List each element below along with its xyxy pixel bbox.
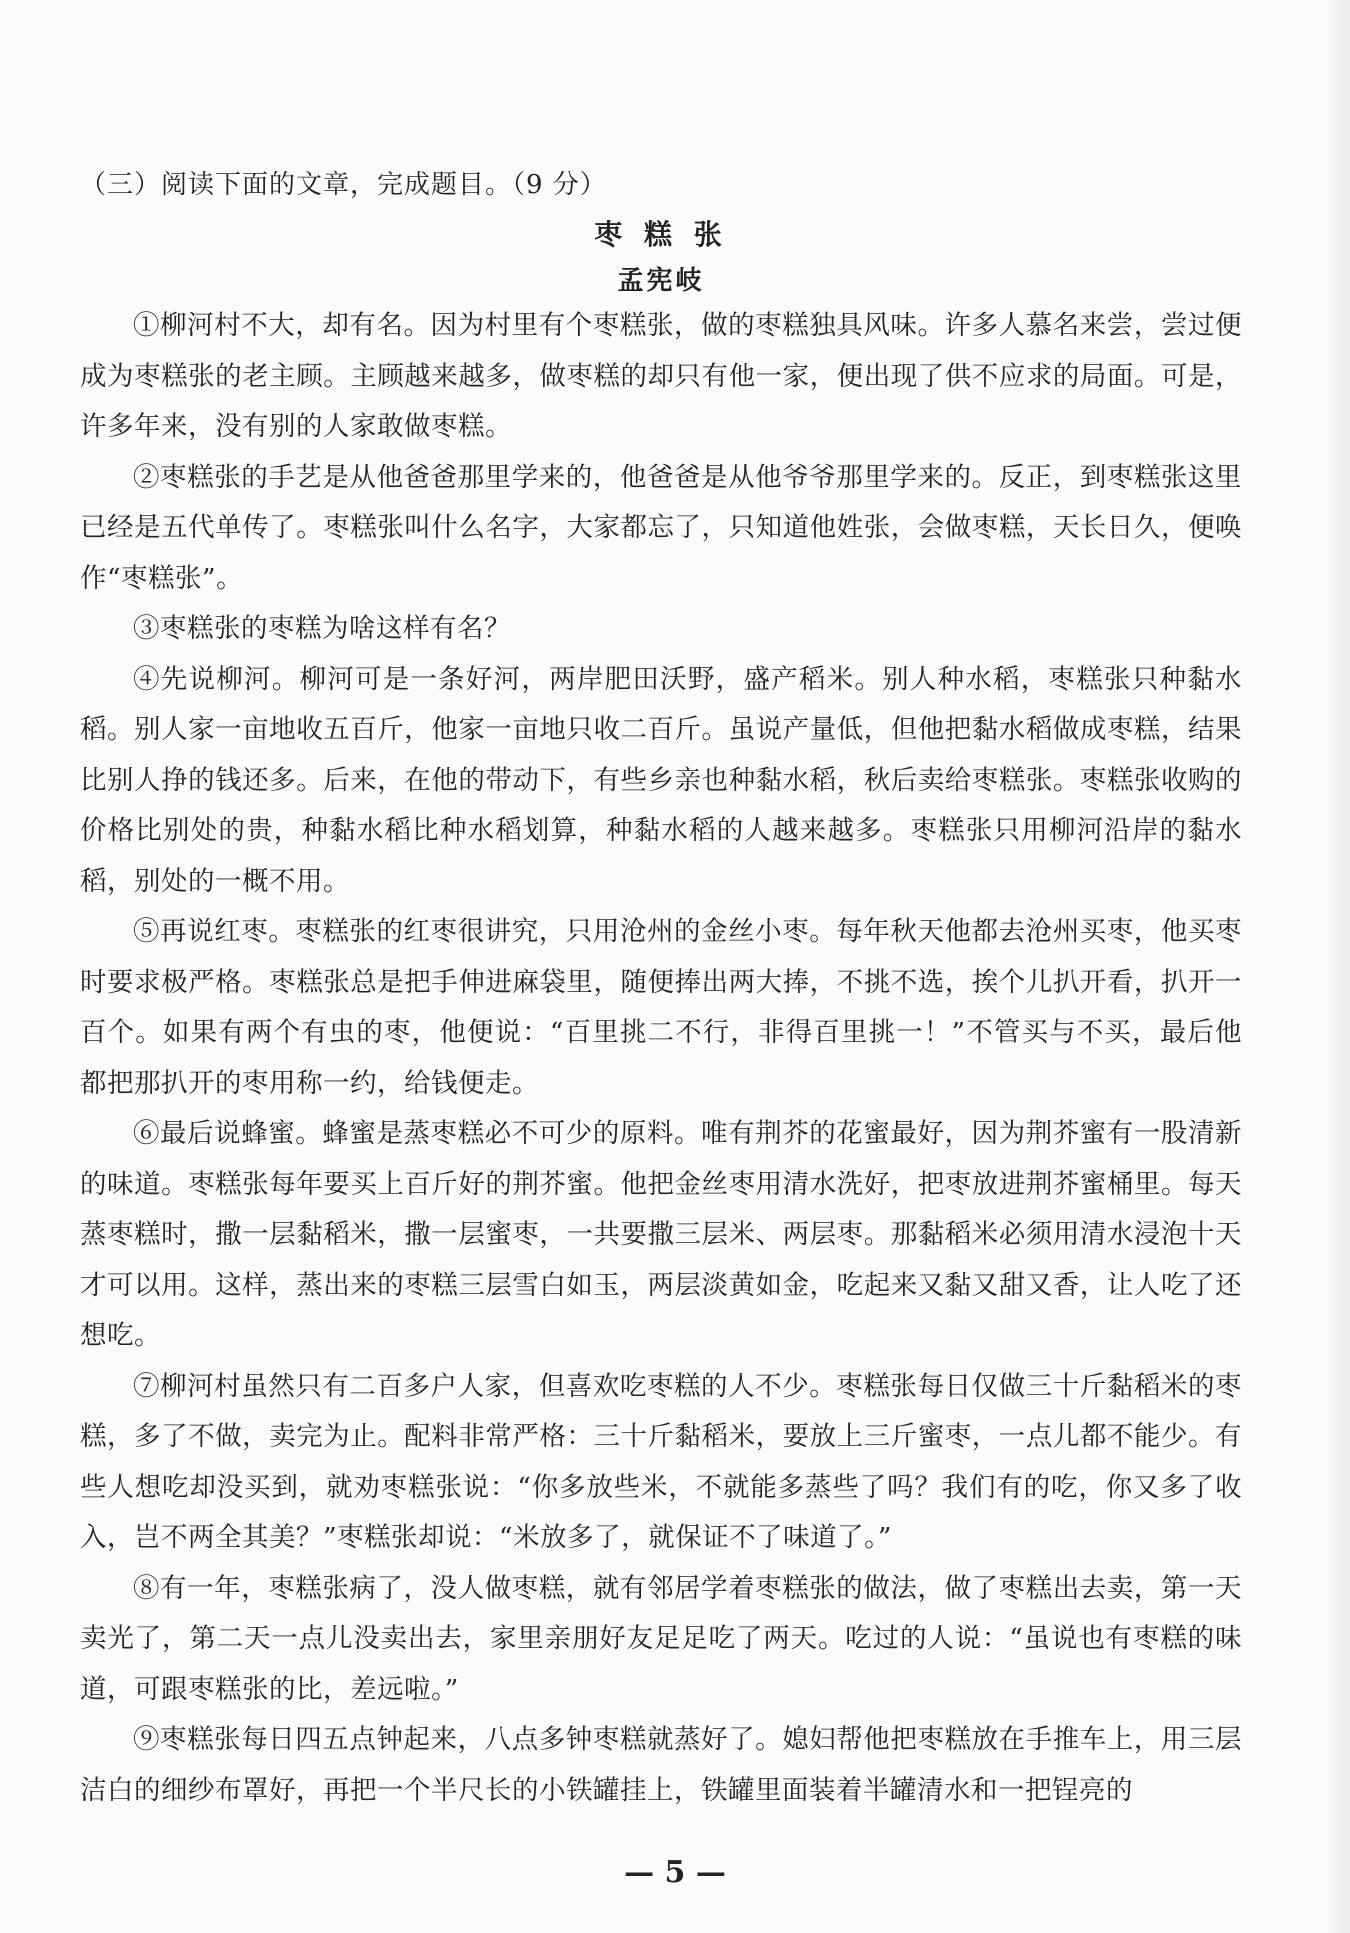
page-number: — 5 — <box>624 1855 726 1890</box>
article-title: 枣 糕 张 <box>594 218 728 251</box>
paragraph-5: ⑤再说红枣。枣糕张的红枣很讲究，只用沧州的金丝小枣。每年秋天他都去沧州买枣，他买枣时要求极严格。枣糕张总是把手伸进麻袋里，随便捧出两大捧，不挑不选，挨个儿扒开看，扒开一百个。如果有两个有虫的枣，他便说：“百里挑二不行，非得百里挑一！”不管买与不买，最后他都把那扒开的枣用称一约，给钱便走。 <box>80 916 1242 1099</box>
paragraph-9: ⑨枣糕张每日四五点钟起来，八点多钟枣糕就蒸好了。媳妇帮他把枣糕放在手推车上，用三层洁白的细纱布罩好，再把一个半尺长的小铁罐挂上，铁罐里面装着半罐清水和一把锃亮的 <box>80 1724 1242 1806</box>
paragraph-7: ⑦柳河村虽然只有二百多户人家，但喜欢吃枣糕的人不少。枣糕张每日仅做三十斤黏稻米的枣糕，多了不做，卖完为止。配料非常严格：三十斤黏稻米，要放上三斤蜜枣，一点儿都不能少。有些人想吃却没买到，就劝枣糕张说：“你多放些米，不就能多蒸些了吗？我们有的吃，你又多了收入，岂不两全其美？”枣糕张却说：“米放多了，就保证不了味道了。” <box>80 1370 1242 1553</box>
paragraph-1: ①柳河村不大，却有名。因为村里有个枣糕张，做的枣糕独具风味。许多人慕名来尝，尝过便成为枣糕张的老主顾。主顾越来越多，做枣糕的却只有他一家，便出现了供不应求的局面。可是，许多年来，没有别的人家敢做枣糕。 <box>80 310 1242 442</box>
paragraph-4: ④先说柳河。柳河可是一条好河，两岸肥田沃野，盛产稻米。别人种水稻，枣糕张只种黏水稻。别人家一亩地收五百斤，他家一亩地只收二百斤。虽说产量低，但他把黏水稻做成枣糕，结果比别人挣的钱还多。后来，在他的带动下，有些乡亲也种黏水稻，秋后卖给枣糕张。枣糕张收购的价格比别处的贵，种黏水稻比种水稻划算，种黏水稻的人越来越多。枣糕张只用柳河沿岸的黏水稻，别处的一概不用。 <box>80 663 1242 897</box>
article-author: 孟宪岐 <box>617 266 705 296</box>
document-content <box>80 165 1242 1816</box>
section-header: （三）阅读下面的文章，完成题目。（9 分） <box>80 170 607 200</box>
paragraph-8: ⑧有一年，枣糕张病了，没人做枣糕，就有邻居学着枣糕张的做法，做了枣糕出去卖，第一天卖光了，第二天一点儿没卖出去，家里亲朋好友足足吃了两天。吃过的人说：“虽说也有枣糕的味道，可跟枣糕张的比，差远啦。” <box>80 1572 1242 1705</box>
page-edge-shadow <box>1322 0 1350 1933</box>
paragraph-6: ⑥最后说蜂蜜。蜂蜜是蒸枣糕必不可少的原料。唯有荆芥的花蜜最好，因为荆芥蜜有一股清新的味道。枣糕张每年要买上百斤好的荆芥蜜。他把金丝枣用清水洗好，把枣放进荆芥蜜桶里。每天蒸枣糕时，撒一层黏稻米，撒一层蜜枣，一共要撒三层米、两层枣。那黏稻米必须用清水浸泡十天才可以用。这样，蒸出来的枣糕三层雪白如玉，两层淡黄如金，吃起来又黏又甜又香，让人吃了还想吃。 <box>80 1118 1242 1351</box>
paragraph-3: ③枣糕张的枣糕为啥这样有名？ <box>133 613 511 644</box>
paragraph-2: ②枣糕张的手艺是从他爸爸那里学来的，他爸爸是从他爷爷那里学来的。反正，到枣糕张这里已经是五代单传了。枣糕张叫什么名字，大家都忘了，只知道他姓张，会做枣糕，天长日久，便唤作“枣糕张”。 <box>80 461 1242 594</box>
